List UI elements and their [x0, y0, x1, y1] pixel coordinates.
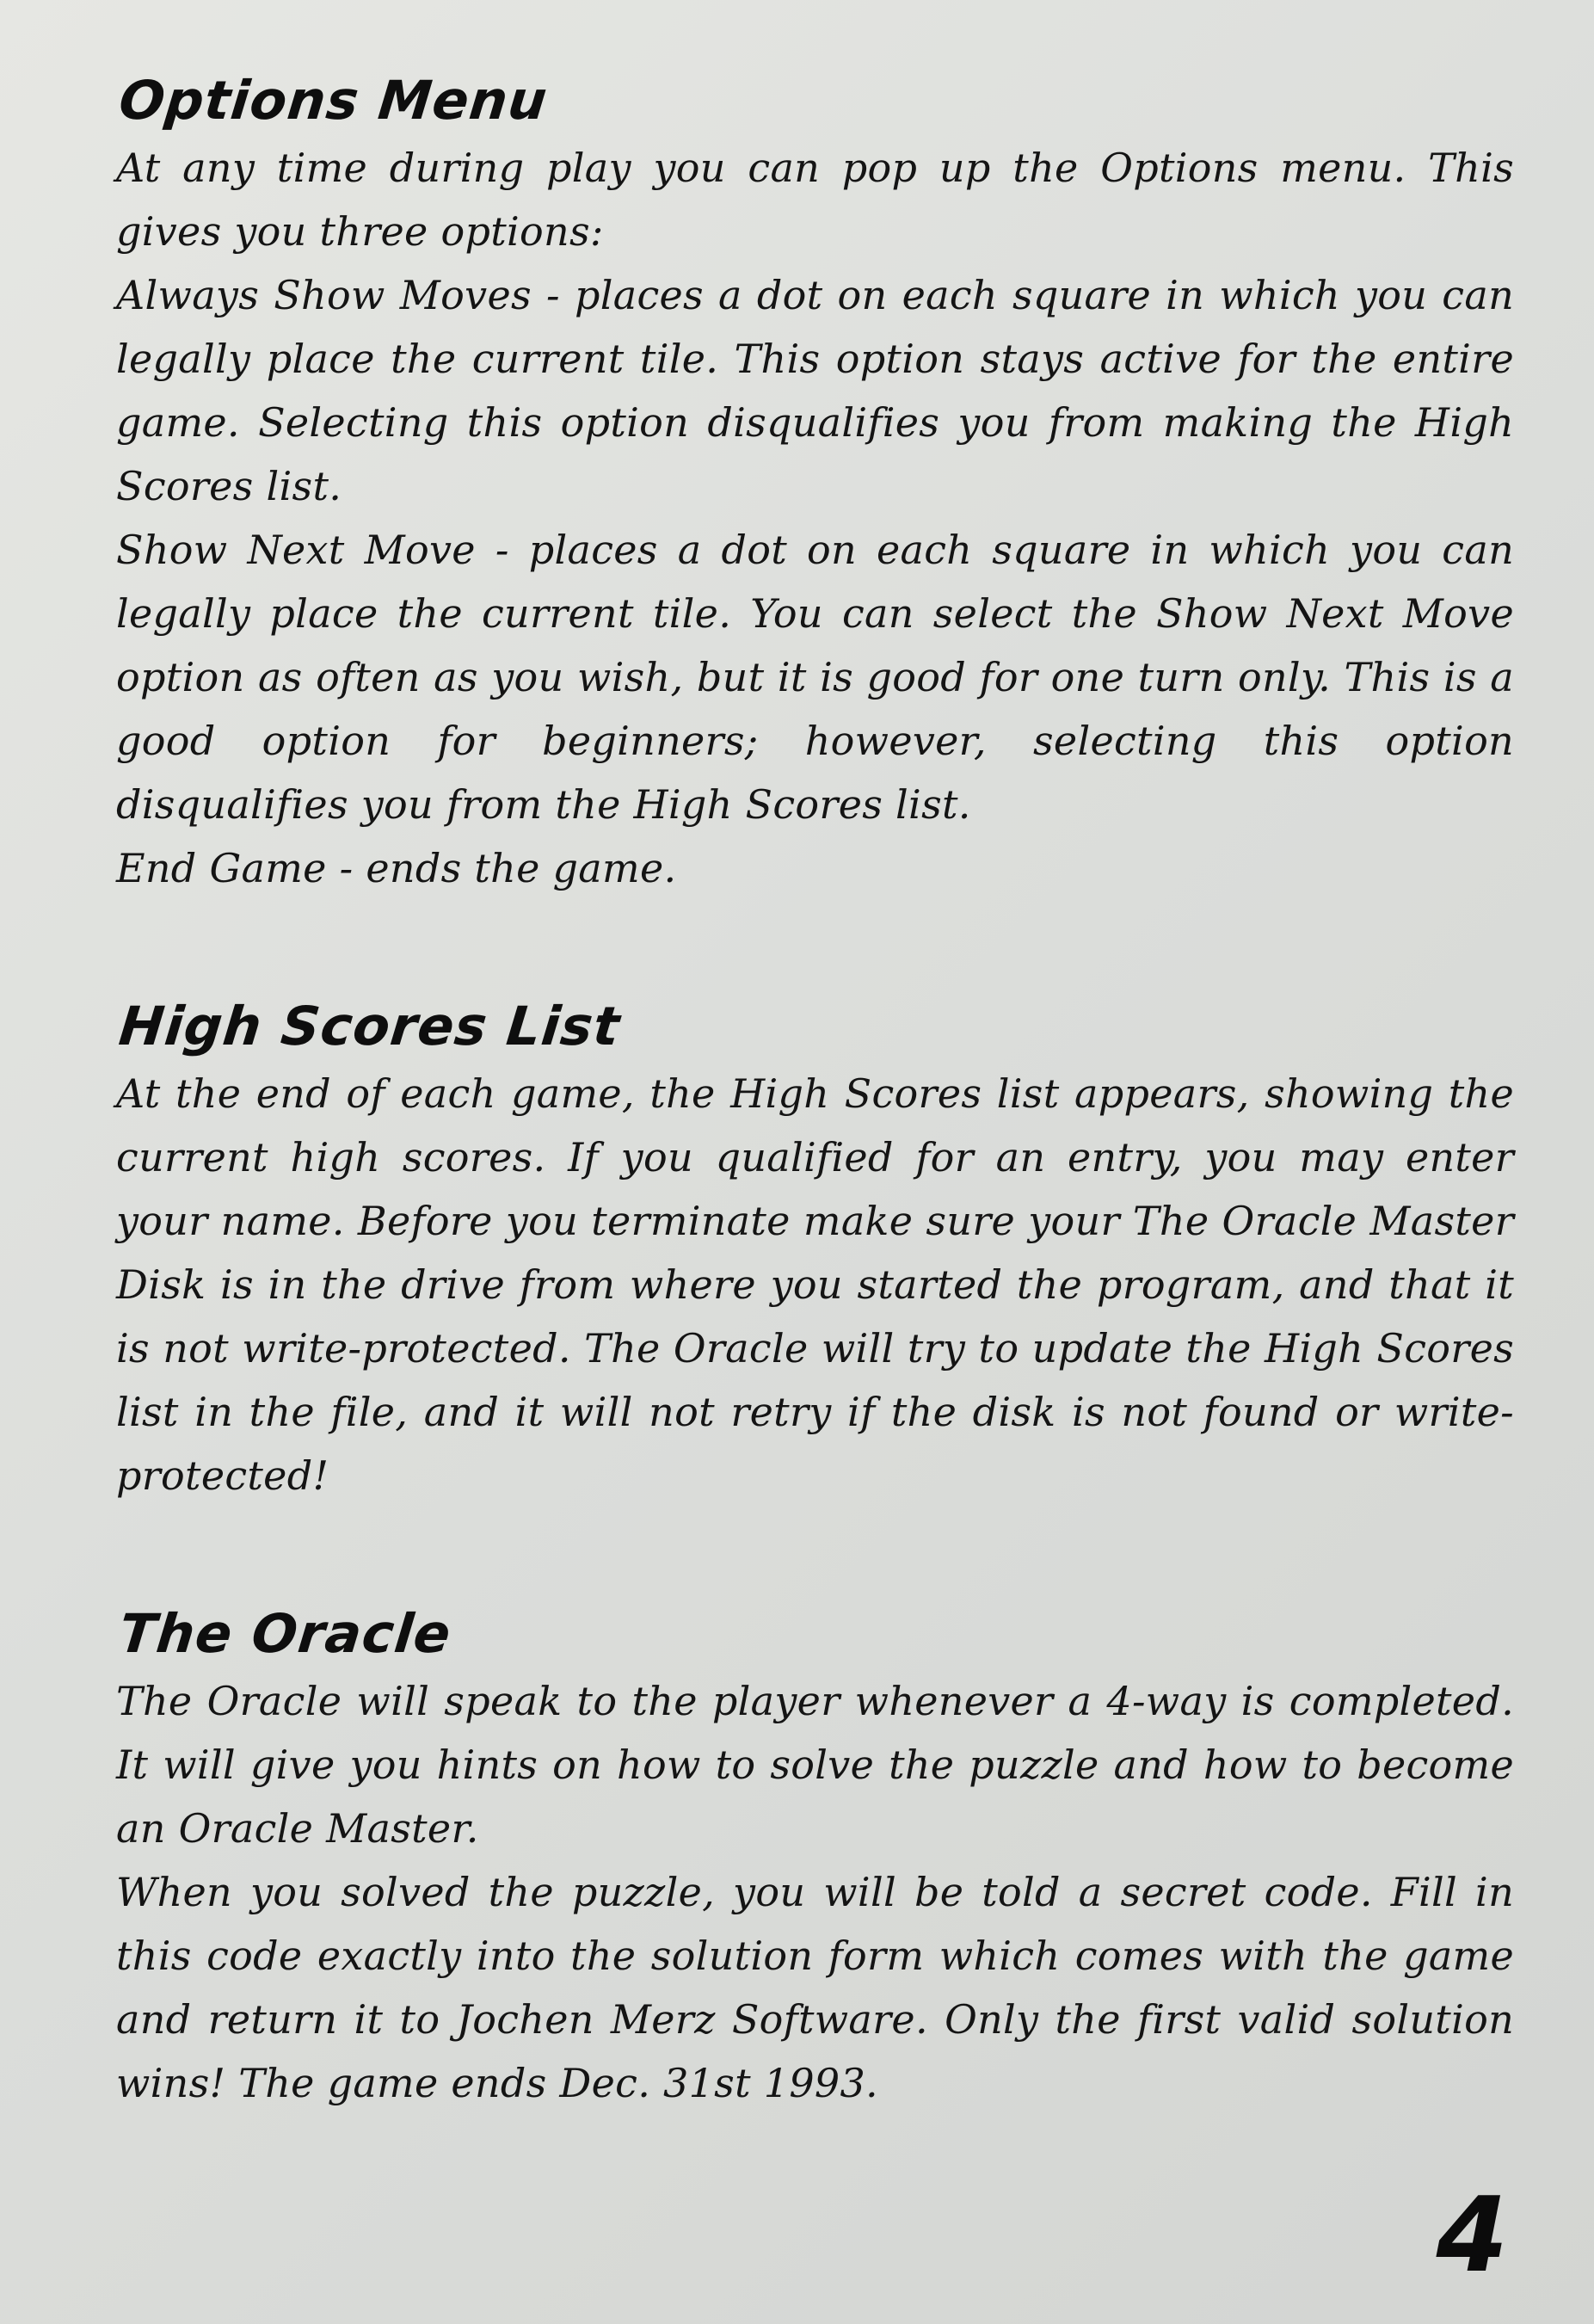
section-heading-options-menu: Options Menu [116, 69, 551, 132]
secret-code-description: When you solved the puzzle, you will be told a secret code. Fill in this code exactly into the solution form which comes with the game and return it to Jochen Merz Software. Only the first valid solution wins! The game ends Dec. 31st 1993. [116, 1869, 1514, 2106]
page-number: 4 [1436, 2176, 1508, 2296]
manual-page [116, 69, 1514, 2210]
high-scores-description: At the end of each game, the High Scores list appears, showing the current high scores. If you qualified for an entry, you may enter your name. Before you terminate make sure your The Oracle Master Disk is in the drive from where you started the program, and that it is not write-protected. The Oracle will try to update the High Scores list in the file, and it will not retry if the disk is not found or write-protected! [116, 1070, 1514, 1499]
always-show-moves-description: Always Show Moves - places a dot on each square in which you can legally place the current tile. This option stays active for the entire game. Selecting this option disqualifies you from making the High Scores list. [116, 272, 1514, 509]
high-scores-section [116, 995, 1514, 1507]
options-menu-section [116, 69, 1514, 900]
options-menu-intro: At any time during play you can pop up the Options menu. This gives you three options: [116, 145, 1514, 255]
end-game-description: End Game - ends the game. [116, 845, 677, 891]
section-heading-the-oracle: The Oracle [116, 1602, 455, 1665]
section-heading-high-scores: High Scores List [116, 995, 624, 1057]
the-oracle-section [116, 1602, 1514, 2115]
oracle-hints-description: The Oracle will speak to the player whenever a 4-way is completed. It will give you hints on how to solve the puzzle and how to become an Oracle Master. [116, 1678, 1514, 1852]
show-next-move-description: Show Next Move - places a dot on each square in which you can legally place the current tile. You can select the Show Next Move option as often as you wish, but it is good for one turn only. This is a good option for beginners; however, selecting this option disqualifies you from the High Scores list. [116, 527, 1514, 828]
